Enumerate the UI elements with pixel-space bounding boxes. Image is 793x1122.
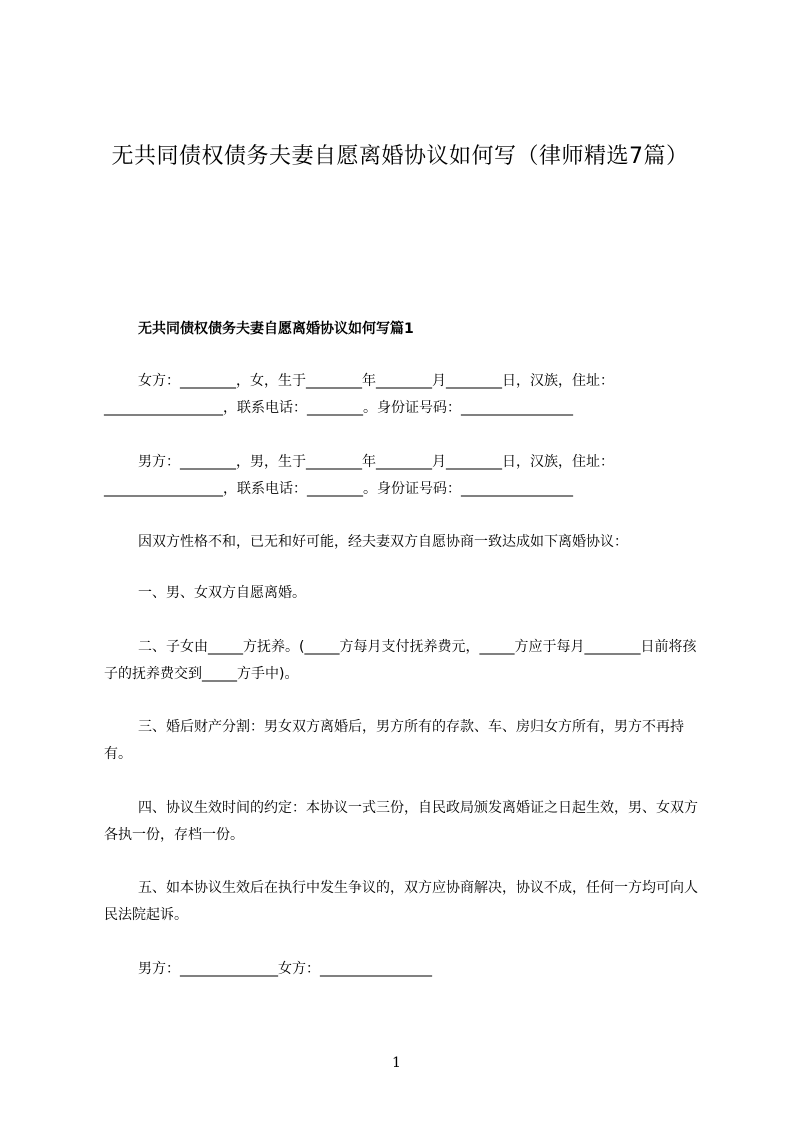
paragraph-clause-4: 四、协议生效时间的约定：本协议一式三份，自民政局颁发离婚证之日起生效，男、女双方各执一份，存档一份。 [104, 800, 698, 843]
section-heading: 无共同债权债务夫妻自愿离婚协议如何写篇1 [138, 321, 414, 337]
paragraph-reason: 因双方性格不和，已无和好可能，经夫妻双方自愿协商一致达成如下离婚协议： [138, 534, 628, 550]
paragraph-clause-5: 五、如本协议生效后在执行中发生争议的，双方应协商解决，协议不成，任何一方均可向人民法院起诉。 [104, 880, 698, 923]
paragraph-wife-info: 女方：________，女，生于________年________月________日，汉族，住址：_________________，联系电话：________。身份证号码：________________ [104, 373, 614, 416]
paragraph-clause-3: 三、婚后财产分割：男女双方离婚后，男方所有的存款、车、房归女方所有，男方不再持有。 [104, 719, 684, 762]
paragraph-husband-info: 男方：________，男，生于________年________月________日，汉族，住址：_________________，联系电话：________。身份证号码：________________ [104, 454, 614, 497]
paragraph-signatures: 男方：______________女方：________________ [138, 961, 432, 977]
page-number: 1 [392, 1055, 401, 1071]
document-title: 无共同债权债务夫妻自愿离婚协议如何写（律师精选7篇） [111, 144, 689, 169]
paragraph-clause-2: 二、子女由_____方抚养。(_____方每月支付抚养费元，_____方应于每月________日前将孩子的抚养费交到_____方手中)。 [104, 639, 697, 682]
paragraph-clause-1: 一、男、女双方自愿离婚。 [138, 585, 306, 601]
